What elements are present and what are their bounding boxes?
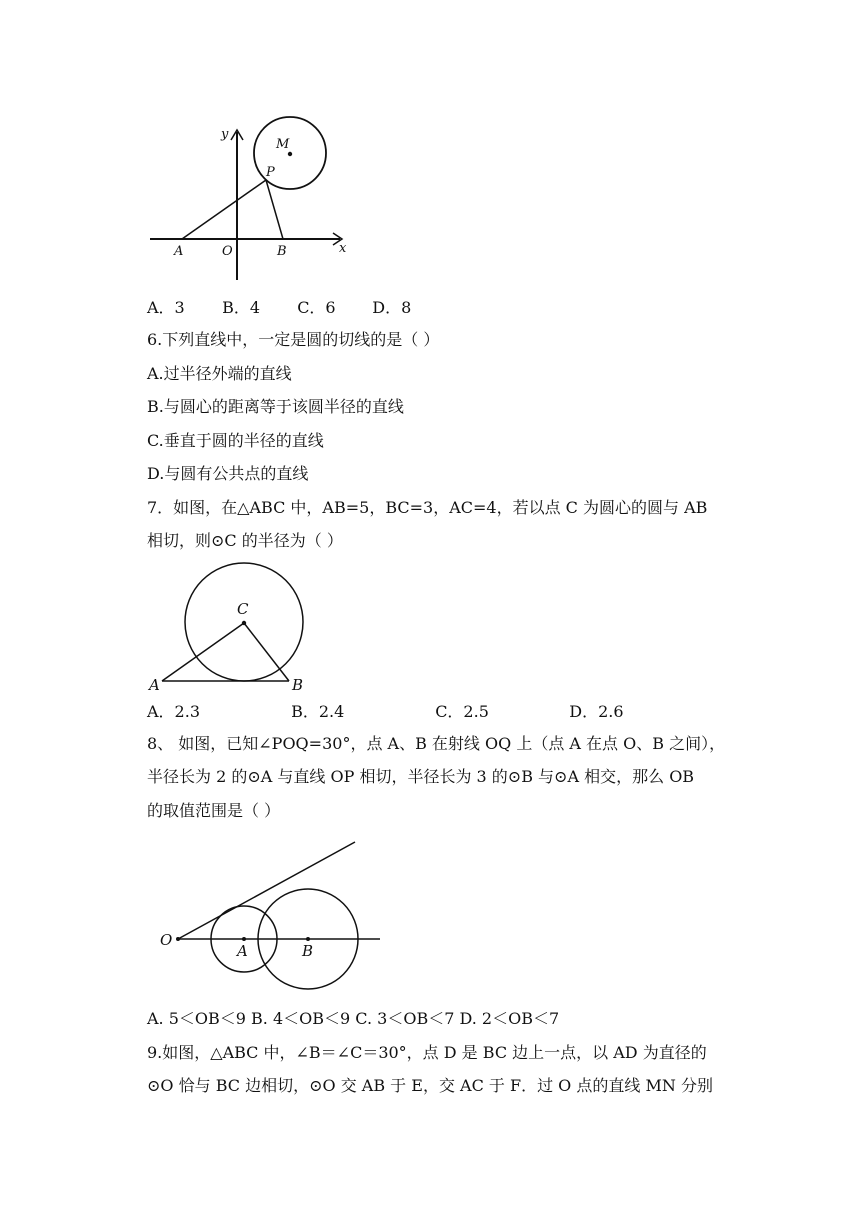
q6-option-a: A.过半径外端的直线 [147, 364, 292, 383]
label-m: M [276, 137, 290, 152]
point-m [288, 152, 292, 156]
ray-op [178, 842, 355, 939]
figure-q8 [0, 835, 860, 1015]
label-b: B [302, 942, 314, 960]
q8-choices: A. 5＜OB＜9 B. 4＜OB＜9 C. 3＜OB＜7 D. 2＜OB＜7 [147, 1009, 560, 1028]
q5-choice-a: A．3 [147, 298, 185, 317]
label-o: O [160, 931, 173, 949]
label-y: y [221, 127, 229, 142]
q5-choices [147, 298, 411, 318]
q6-option-d: D.与圆有公共点的直线 [147, 464, 309, 483]
label-a: A [237, 942, 248, 960]
q5-choice-c: C．6 [297, 298, 336, 317]
q7-choice-c: C．2.5 [435, 702, 489, 721]
label-b: B [277, 244, 287, 259]
label-c: C [237, 600, 249, 618]
q8-stem-line1: 8、 如图，已知∠POQ=30°，点 A、B 在射线 OQ 上（点 A 在点 O、B 之间）， [147, 734, 726, 753]
figure-q7 [0, 560, 860, 694]
q6-stem: 6.下列直线中，一定是圆的切线的是（ ） [147, 330, 440, 349]
q7-choice-a: A．2.3 [147, 702, 201, 721]
q7-choices [147, 702, 624, 722]
q8-stem-line3: 的取值范围是（ ） [147, 801, 281, 820]
q9-line2: ⊙O 恰与 BC 边相切，⊙O 交 AB 于 E，交 AC 于 F．过 O 点的直线 MN 分别 [147, 1076, 713, 1095]
label-p: P [266, 165, 275, 180]
q5-choice-d: D．8 [372, 298, 412, 317]
segment-pb [266, 180, 283, 239]
label-b: B [292, 676, 304, 694]
point-b [306, 937, 310, 941]
label-a: A [149, 676, 160, 694]
q6-option-b: B.与圆心的距离等于该圆半径的直线 [147, 397, 404, 416]
q9-line1: 9.如图，△ABC 中，∠B＝∠C＝30°，点 D 是 BC 边上一点，以 AD 为直径的 [147, 1043, 707, 1062]
label-x: x [339, 241, 347, 256]
segment-ap [182, 180, 266, 239]
q7-stem-line2: 相切，则⊙C 的半径为（ ） [147, 531, 343, 550]
q7-stem-line1: 7．如图，在△ABC 中，AB=5，BC=3，AC=4，若以点 C 为圆心的圆与 AB [147, 498, 708, 517]
point-a [242, 937, 246, 941]
q8-stem-line2: 半径长为 2 的⊙A 与直线 OP 相切，半径长为 3 的⊙B 与⊙A 相交，那么 OB [147, 767, 695, 786]
q7-choice-b: B．2.4 [291, 702, 345, 721]
q5-choice-b: B．4 [222, 298, 261, 317]
q7-choice-d: D．2.6 [569, 702, 624, 721]
q6-option-c: C.垂直于圆的半径的直线 [147, 431, 324, 450]
label-o: O [222, 244, 233, 259]
label-a: A [174, 244, 184, 259]
figure-q5 [0, 0, 860, 300]
segment-cb [244, 623, 289, 681]
point-o [176, 937, 180, 941]
segment-ac [162, 623, 244, 681]
